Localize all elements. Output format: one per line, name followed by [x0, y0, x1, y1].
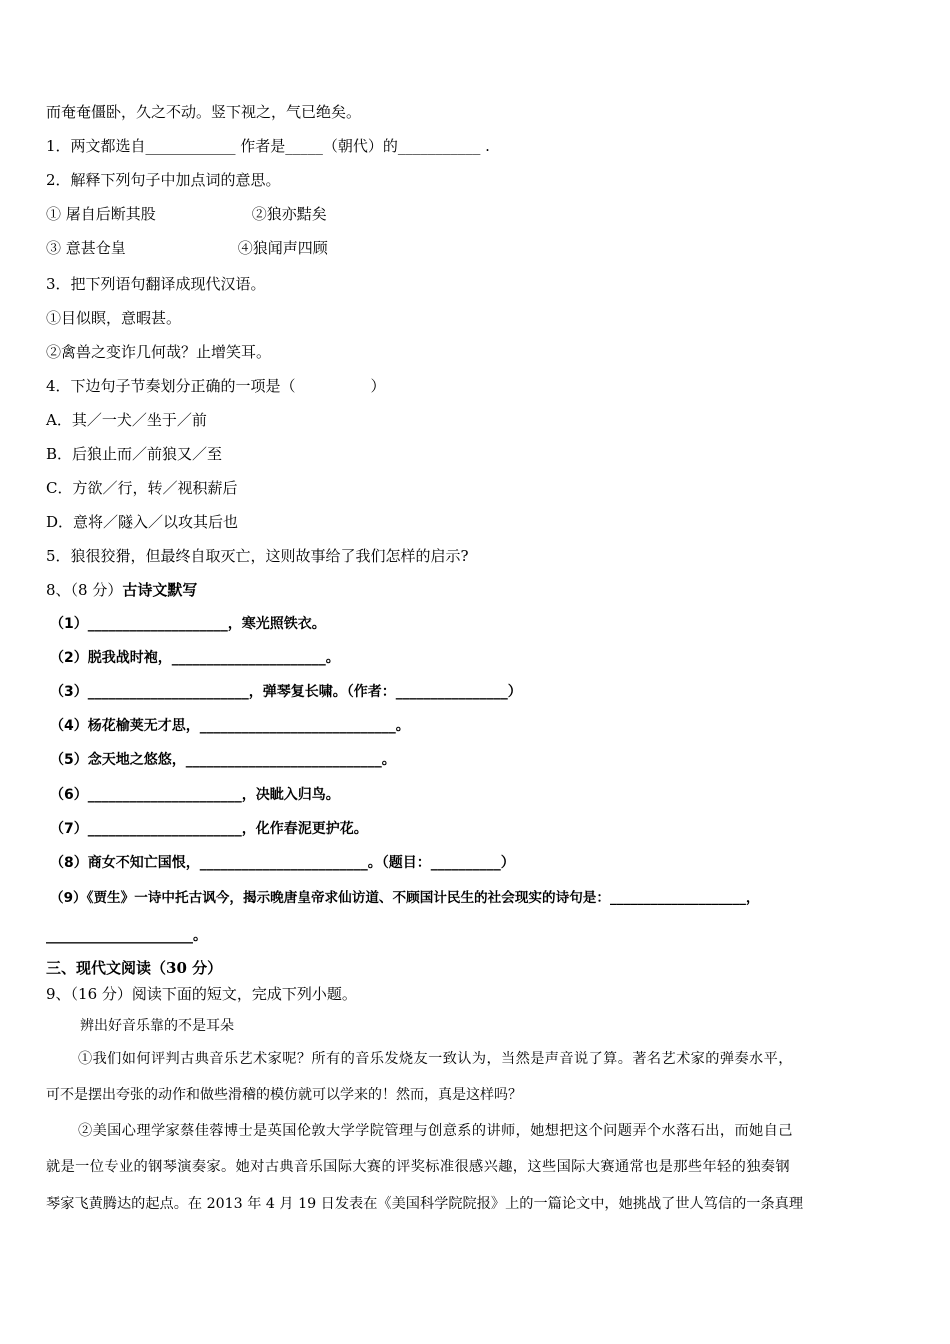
- question-4: 4．下边句子节奏划分正确的一项是（ ）: [46, 377, 386, 395]
- question-3-item-2: ②禽兽之变诈几何哉？止增笑耳。: [46, 343, 272, 361]
- question-2-item-4: ④狼闻声四顾: [237, 239, 328, 257]
- section-8-title: 古诗文默写: [122, 581, 198, 599]
- article-paragraph-2-line-3: 琴家飞黄腾达的起点。在 2013 年 4 月 19 日发表在《美国科学院院报》上的一篇论文中，她挑战了世人笃信的一条真理: [46, 1196, 804, 1212]
- section-8-score: 8、（8 分）: [46, 581, 123, 599]
- poem-blank-9-continued: _____________________。: [46, 928, 207, 944]
- question-4-option-a: A．其／一犬／坐于／前: [46, 411, 207, 429]
- question-2-items-row1: [46, 204, 327, 224]
- question-2-items-row2: [46, 238, 328, 258]
- question-2-item-3: ③ 意甚仓皇: [46, 239, 126, 257]
- poem-blank-6: （6）______________________，决眦入归鸟。: [50, 787, 340, 803]
- section-3-heading: 三、现代文阅读（30 分）: [46, 959, 223, 977]
- poem-blank-2: （2）脱我战时袍，______________________。: [50, 650, 340, 666]
- question-2-item-2: ②狼亦黠矣: [251, 205, 327, 223]
- section-8-heading: [46, 580, 197, 600]
- question-2-item-1: ① 屠自后断其股: [46, 205, 156, 223]
- question-1: 1．两文都选自____________ 作者是_____（朝代）的___________ .: [46, 137, 490, 155]
- poem-blank-3: （3）_______________________，弹琴复长啸。（作者：________________）: [50, 684, 522, 700]
- poem-blank-7: （7）______________________，化作春泥更护花。: [50, 821, 368, 837]
- article-paragraph-1-line-2: 可不是摆出夸张的动作和做些滑稽的模仿就可以学来的！然而，真是这样吗？: [46, 1087, 522, 1103]
- passage-ending: 而奄奄僵卧，久之不动。竖下视之，气已绝矣。: [46, 103, 362, 121]
- poem-blank-9: （9）《贾生》一诗中托古讽今，揭示晚唐皇帝求仙访道、不顾国计民生的社会现实的诗句是：____________________，: [50, 890, 760, 906]
- poem-blank-4: （4）杨花榆荚无才思，____________________________。: [50, 718, 410, 734]
- question-9-instruction: 9、（16 分）阅读下面的短文，完成下列小题。: [46, 985, 357, 1003]
- article-paragraph-2-line-1: ②美国心理学家蔡佳蓉博士是英国伦敦大学学院管理与创意系的讲师，她想把这个问题弄个水落石出，而她自己: [78, 1123, 793, 1139]
- question-5: 5．狼很狡猾，但最终自取灭亡，这则故事给了我们怎样的启示?: [46, 547, 469, 565]
- question-3: 3．把下列语句翻译成现代汉语。: [46, 275, 266, 293]
- article-title: 辨出好音乐靠的不是耳朵: [80, 1018, 234, 1034]
- question-4-option-c: C．方欲／行，转／视积薪后: [46, 479, 238, 497]
- question-3-item-1: ①目似瞑，意暇甚。: [46, 309, 182, 327]
- question-4-option-b: B．后狼止而／前狼又／至: [46, 445, 223, 463]
- poem-blank-8: （8）商女不知亡国恨，________________________。（题目：__________）: [50, 855, 515, 871]
- poem-blank-5: （5）念天地之悠悠，____________________________。: [50, 752, 396, 768]
- question-2: 2．解释下列句子中加点词的意思。: [46, 171, 281, 189]
- question-4-option-d: D．意将／隧入／以攻其后也: [46, 513, 239, 531]
- poem-blank-1: （1）____________________，寒光照铁衣。: [50, 616, 326, 632]
- article-paragraph-2-line-2: 就是一位专业的钢琴演奏家。她对古典音乐国际大赛的评奖标准很感兴趣，这些国际大赛通常也是那些年轻的独奏钢: [46, 1159, 790, 1175]
- article-paragraph-1-line-1: ①我们如何评判古典音乐艺术家呢？所有的音乐发烧友一致认为，当然是声音说了算。著名艺术家的弹奏水平，: [78, 1051, 793, 1067]
